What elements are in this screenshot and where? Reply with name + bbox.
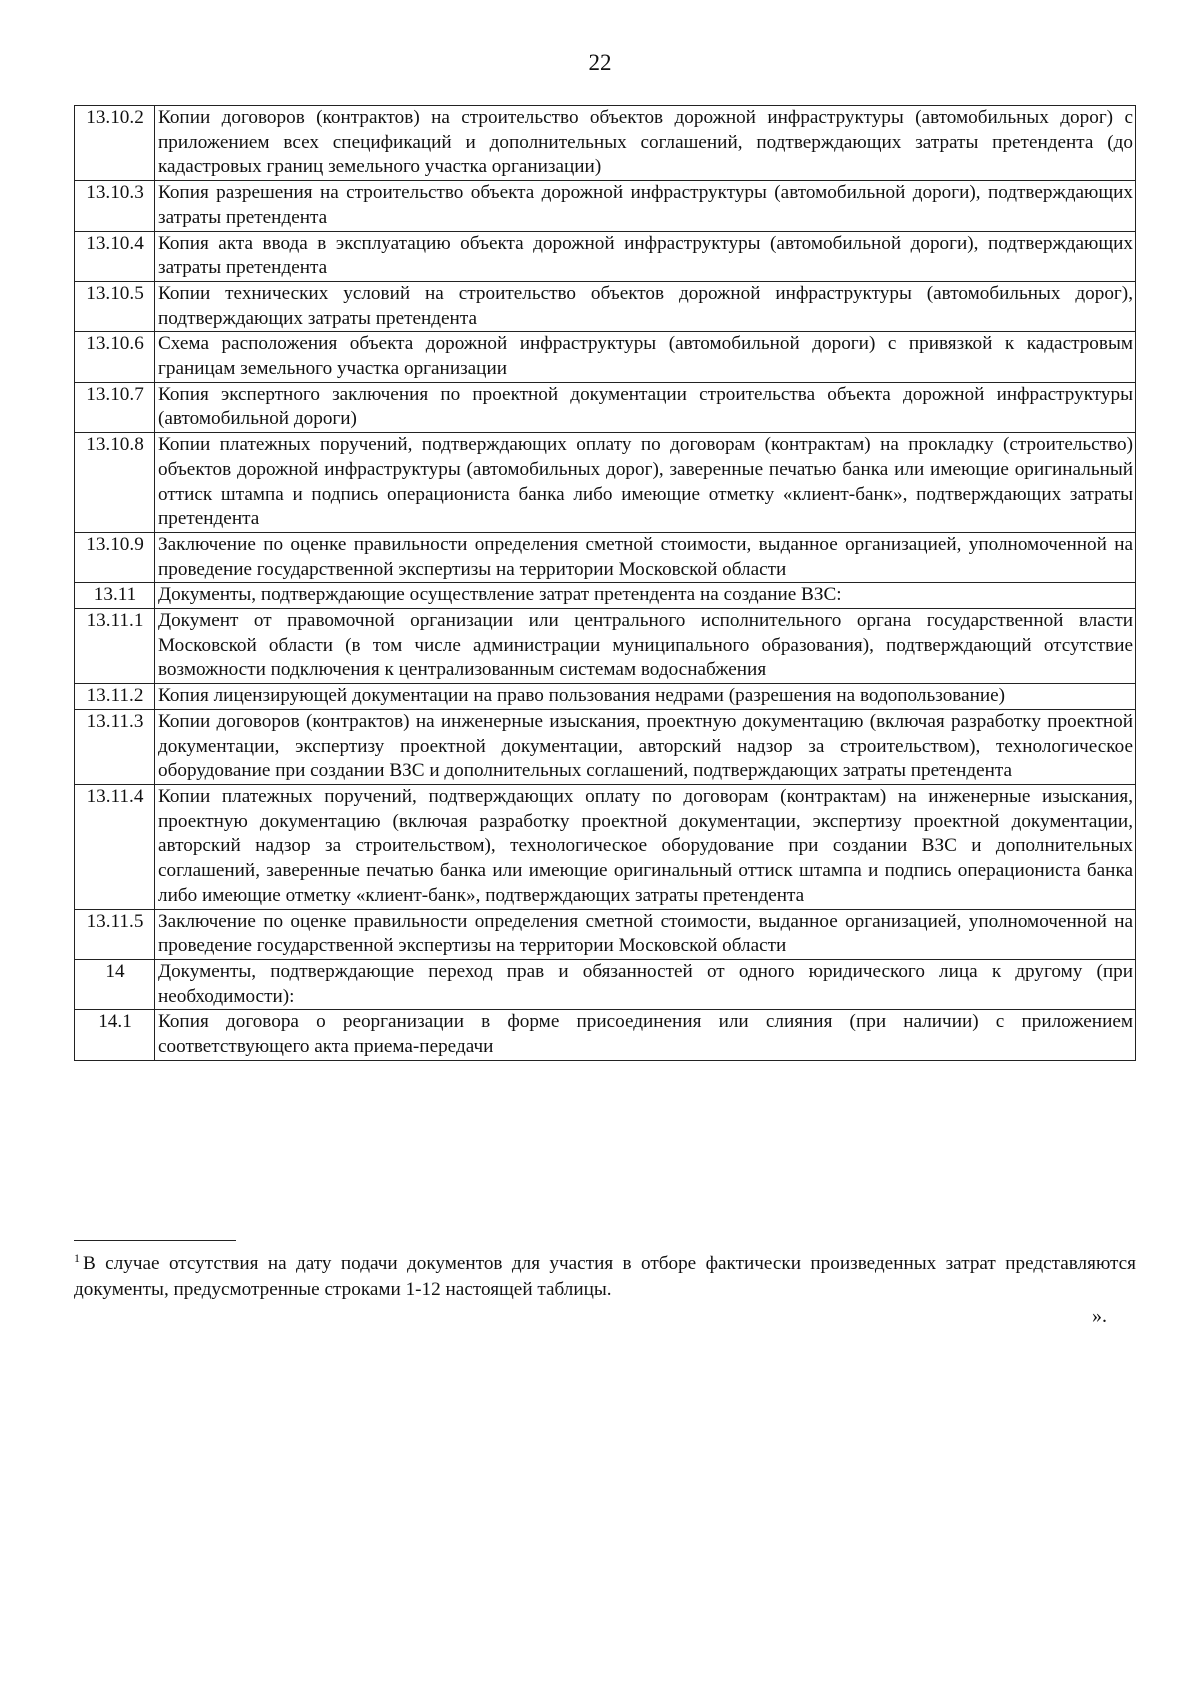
table-row xyxy=(75,709,1136,784)
row-number-cell: 13.10.5 xyxy=(75,281,155,331)
row-number-cell: 13.10.4 xyxy=(75,231,155,281)
footnote-marker: 1 xyxy=(74,1251,80,1265)
table-row xyxy=(75,583,1136,609)
documents-table-body xyxy=(75,106,1136,1061)
row-number-cell: 13.11.3 xyxy=(75,709,155,784)
row-number-cell: 13.11.4 xyxy=(75,784,155,909)
row-number-cell: 13.10.6 xyxy=(75,332,155,382)
row-number-cell: 13.10.8 xyxy=(75,433,155,533)
table-row xyxy=(75,609,1136,684)
row-description-cell: Копия лицензирующей документации на право пользования недрами (разрешения на водопользование) xyxy=(155,684,1136,710)
row-description-cell: Копии технических условий на строительство объектов дорожной инфраструктуры (автомобильных дорог), подтверждающих затраты претендента xyxy=(155,281,1136,331)
closing-quote-mark: ». xyxy=(1092,1305,1107,1327)
row-number-cell: 13.10.7 xyxy=(75,382,155,432)
row-description-cell: Копии платежных поручений, подтверждающих оплату по договорам (контрактам) на инженерные изыскания, проектную документацию (включая разработку проектной документации, экспертизу проектной документации, авторский надзор за строительством), технологическое оборудование при создании ВЗС и дополнительных соглашений, заверенные печатью банка или имеющие оригинальный оттиск штампа и подпись операциониста банка либо имеющие отметку «клиент-банк», подтверждающих затраты претендента xyxy=(155,784,1136,909)
row-description-cell: Схема расположения объекта дорожной инфраструктуры (автомобильной дороги) с привязкой к кадастровым границам земельного участка организации xyxy=(155,332,1136,382)
table-row xyxy=(75,909,1136,959)
row-number-cell: 14.1 xyxy=(75,1010,155,1060)
table-row xyxy=(75,281,1136,331)
row-description-cell: Копии договоров (контрактов) на строительство объектов дорожной инфраструктуры (автомобильных дорог) с приложением всех спецификаций и дополнительных соглашений, подтверждающих затраты претендента (до кадастровых границ земельного участка организации) xyxy=(155,106,1136,181)
table-row xyxy=(75,382,1136,432)
table-row xyxy=(75,532,1136,582)
row-number-cell: 13.11 xyxy=(75,583,155,609)
table-row xyxy=(75,433,1136,533)
row-description-cell: Копия акта ввода в эксплуатацию объекта дорожной инфраструктуры (автомобильной дороги), подтверждающих затраты претендента xyxy=(155,231,1136,281)
row-description-cell: Документы, подтверждающие осуществление затрат претендента на создание ВЗС: xyxy=(155,583,1136,609)
row-description-cell: Копии платежных поручений, подтверждающих оплату по договорам (контрактам) на прокладку (строительство) объектов дорожной инфраструктуры (автомобильных дорог), заверенные печатью банка или имеющие оригинальный оттиск штампа и подпись операциониста банка либо имеющие отметку «клиент-банк», подтверждающих затраты претендента xyxy=(155,433,1136,533)
footnote-text: В случае отсутствия на дату подачи документов для участия в отборе фактически произведенных затрат представляются документы, предусмотренные строками 1-12 настоящей таблицы. xyxy=(74,1253,1136,1300)
table-row xyxy=(75,332,1136,382)
row-description-cell: Документы, подтверждающие переход прав и обязанностей от одного юридического лица к другому (при необходимости): xyxy=(155,959,1136,1009)
row-number-cell: 13.10.3 xyxy=(75,181,155,231)
table-row xyxy=(75,684,1136,710)
row-description-cell: Заключение по оценке правильности определения сметной стоимости, выданное организацией, уполномоченной на проведение государственной экспертизы на территории Московской области xyxy=(155,909,1136,959)
row-number-cell: 13.10.9 xyxy=(75,532,155,582)
footnote-separator xyxy=(74,1240,236,1241)
page-number: 22 xyxy=(588,50,612,75)
row-description-cell: Копия договора о реорганизации в форме присоединения или слияния (при наличии) с приложением соответствующего акта приема-передачи xyxy=(155,1010,1136,1060)
row-number-cell: 13.11.2 xyxy=(75,684,155,710)
documents-table xyxy=(74,105,1136,1061)
row-description-cell: Копия экспертного заключения по проектной документации строительства объекта дорожной инфраструктуры (автомобильной дороги) xyxy=(155,382,1136,432)
table-row xyxy=(75,784,1136,909)
row-description-cell: Копии договоров (контрактов) на инженерные изыскания, проектную документацию (включая разработку проектной документации, экспертизу проектной документации, авторский надзор за строительством), технологическое оборудование при создании ВЗС и дополнительных соглашений, подтверждающих затраты претендента xyxy=(155,709,1136,784)
table-row xyxy=(75,231,1136,281)
row-number-cell: 13.10.2 xyxy=(75,106,155,181)
row-number-cell: 13.11.5 xyxy=(75,909,155,959)
table-row xyxy=(75,959,1136,1009)
row-number-cell: 14 xyxy=(75,959,155,1009)
row-description-cell: Документ от правомочной организации или центрального исполнительного органа государственной власти Московской области (в том числе администрации муниципального образования), подтверждающий отсутствие возможности подключения к централизованным системам водоснабжения xyxy=(155,609,1136,684)
footnote xyxy=(74,1245,1136,1303)
row-description-cell: Заключение по оценке правильности определения сметной стоимости, выданное организацией, уполномоченной на проведение государственной экспертизы на территории Московской области xyxy=(155,532,1136,582)
table-row xyxy=(75,1010,1136,1060)
row-description-cell: Копия разрешения на строительство объекта дорожной инфраструктуры (автомобильной дороги), подтверждающих затраты претендента xyxy=(155,181,1136,231)
row-number-cell: 13.11.1 xyxy=(75,609,155,684)
table-row xyxy=(75,181,1136,231)
table-row xyxy=(75,106,1136,181)
